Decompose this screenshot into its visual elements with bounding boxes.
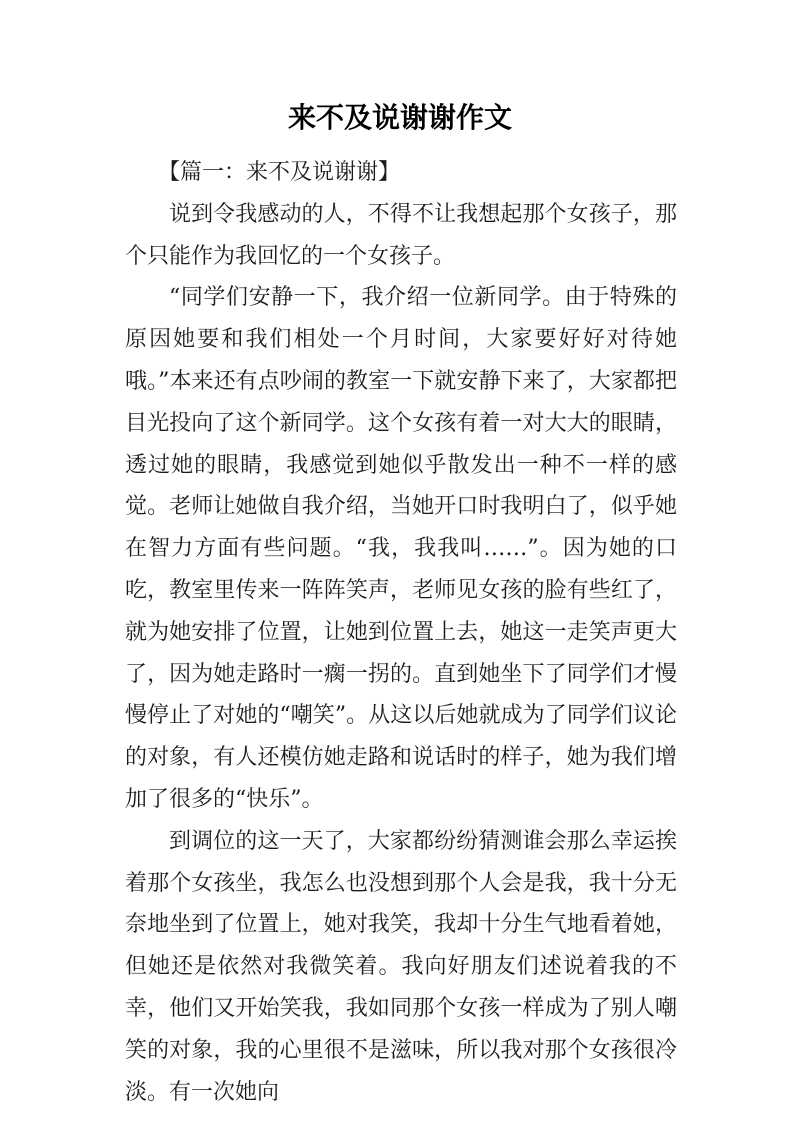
section-heading: 【篇一：来不及说谢谢】 (158, 160, 401, 185)
paragraph-3: 到调位的这一天了，大家都纷纷猜测谁会那么幸运挨着那个女孩坐，我怎么也没想到那个人会是我，我十分无奈地坐到了位置上，她对我笑，我却十分生气地看着她，但她还是依然对我微笑着。我向好朋友们述说着我的不幸，他们又开始笑我，我如同那个女孩一样成为了别人嘲笑的对象，我的心里很不是滋味，所以我对那个女孩很冷淡。有一次她向 (125, 828, 677, 1105)
document-body (125, 152, 677, 1113)
document-title: 来不及说谢谢作文 (287, 101, 512, 134)
paragraph-2: “同学们安静一下，我介绍一位新同学。由于特殊的原因她要和我们相处一个月时间，大家要好好对待她哦。”本来还有点吵闹的教室一下就安静下来了，大家都把目光投向了这个新同学。这个女孩有着一对大大的眼睛，透过她的眼睛，我感觉到她似乎散发出一种不一样的感觉。老师让她做自我介绍，当她开口时我明白了，似乎她在智力方面有些问题。“我，我我叫……”。因为她的口吃，教室里传来一阵阵笑声，老师见女孩的脸有些红了，就为她安排了位置，让她到位置上去，她这一走笑声更大了，因为她走路时一瘸一拐的。直到她坐下了同学们才慢慢停止了对她的“嘲笑”。从这以后她就成为了同学们议论的对象，有人还模仿她走路和说话时的样子，她为我们增加了很多的“快乐”。 (125, 285, 677, 812)
paragraph-1: 说到令我感动的人，不得不让我想起那个女孩子，那个只能作为我回忆的一个女孩子。 (125, 201, 677, 269)
